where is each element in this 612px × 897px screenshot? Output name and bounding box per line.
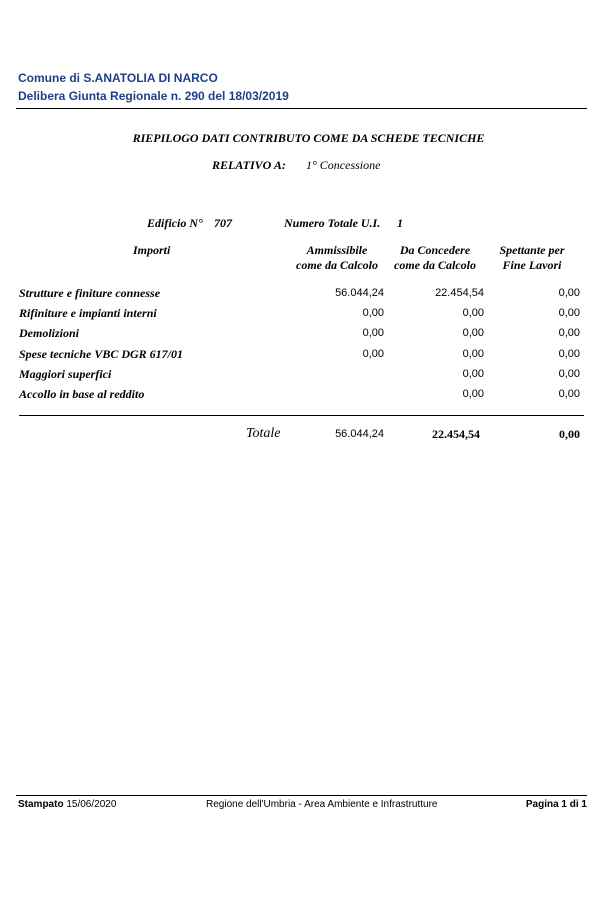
numero-ui-label: Numero Totale U.I. bbox=[284, 216, 381, 230]
footer-printed-date: 15/06/2020 bbox=[66, 799, 117, 810]
totale-ammissibile: 56.044,24 bbox=[335, 428, 384, 440]
totals-divider bbox=[19, 415, 584, 416]
row-spettante: 0,00 bbox=[558, 348, 580, 360]
col-header-ammissibile-line2: come da Calcolo bbox=[296, 258, 378, 272]
report-title: RIEPILOGO DATI CONTRIBUTO COME DA SCHEDE TECNICHE bbox=[132, 131, 485, 145]
row-spettante: 0,00 bbox=[558, 388, 580, 400]
col-header-spettante bbox=[484, 243, 580, 273]
totale-spettante: 0,00 bbox=[559, 427, 580, 441]
col-header-da-concedere-line1: Da Concedere bbox=[399, 243, 471, 257]
col-header-ammissibile bbox=[284, 243, 390, 273]
relativo-value: 1° Concessione bbox=[306, 158, 381, 172]
row-ammissibile: 0,00 bbox=[362, 327, 384, 339]
municipality-title: Comune di S.ANATOLIA DI NARCO bbox=[18, 71, 218, 85]
row-label: Maggiori superfici bbox=[19, 367, 112, 381]
row-da-concedere: 0,00 bbox=[462, 307, 484, 319]
col-header-da-concedere-line2: come da Calcolo bbox=[394, 258, 476, 272]
row-label: Accollo in base al reddito bbox=[19, 387, 145, 401]
col-header-spettante-line2: Fine Lavori bbox=[502, 258, 562, 272]
row-da-concedere: 0,00 bbox=[462, 368, 484, 380]
footer-page-number: Pagina 1 di 1 bbox=[525, 799, 587, 810]
relativo-label: RELATIVO A: bbox=[212, 158, 286, 172]
row-label: Spese tecniche VBC DGR 617/01 bbox=[19, 347, 183, 361]
edificio-value: 707 bbox=[214, 216, 232, 230]
row-label: Rifiniture e impianti interni bbox=[19, 306, 157, 320]
totale-da-concedere: 22.454,54 bbox=[432, 427, 480, 441]
row-label: Demolizioni bbox=[19, 326, 80, 340]
footer-center: Regione dell'Umbria - Area Ambiente e Infrastrutture bbox=[206, 799, 438, 810]
row-spettante: 0,00 bbox=[558, 368, 580, 380]
col-header-importi: Importi bbox=[133, 243, 171, 257]
row-spettante: 0,00 bbox=[558, 287, 580, 299]
footer-printed bbox=[18, 799, 116, 810]
row-ammissibile: 0,00 bbox=[362, 348, 384, 360]
row-ammissibile: 56.044,24 bbox=[335, 287, 384, 299]
row-spettante: 0,00 bbox=[558, 307, 580, 319]
numero-ui-value: 1 bbox=[397, 216, 403, 230]
row-da-concedere: 0,00 bbox=[462, 348, 484, 360]
col-header-ammissibile-line1: Ammissibile bbox=[306, 243, 368, 257]
row-da-concedere: 0,00 bbox=[462, 327, 484, 339]
col-header-spettante-line1: Spettante per bbox=[499, 243, 565, 257]
footer-divider bbox=[16, 795, 587, 796]
edificio-label: Edificio N° bbox=[147, 216, 203, 230]
totale-label: Totale bbox=[246, 426, 281, 441]
delibera-subtitle: Delibera Giunta Regionale n. 290 del 18/03/2019 bbox=[18, 89, 289, 103]
col-header-da-concedere bbox=[384, 243, 486, 273]
row-label: Strutture e finiture connesse bbox=[19, 286, 161, 300]
row-ammissibile: 0,00 bbox=[362, 307, 384, 319]
row-da-concedere: 0,00 bbox=[462, 388, 484, 400]
footer-printed-label: Stampato bbox=[18, 799, 64, 810]
row-da-concedere: 22.454,54 bbox=[435, 287, 484, 299]
header-divider bbox=[16, 108, 587, 109]
row-spettante: 0,00 bbox=[558, 327, 580, 339]
